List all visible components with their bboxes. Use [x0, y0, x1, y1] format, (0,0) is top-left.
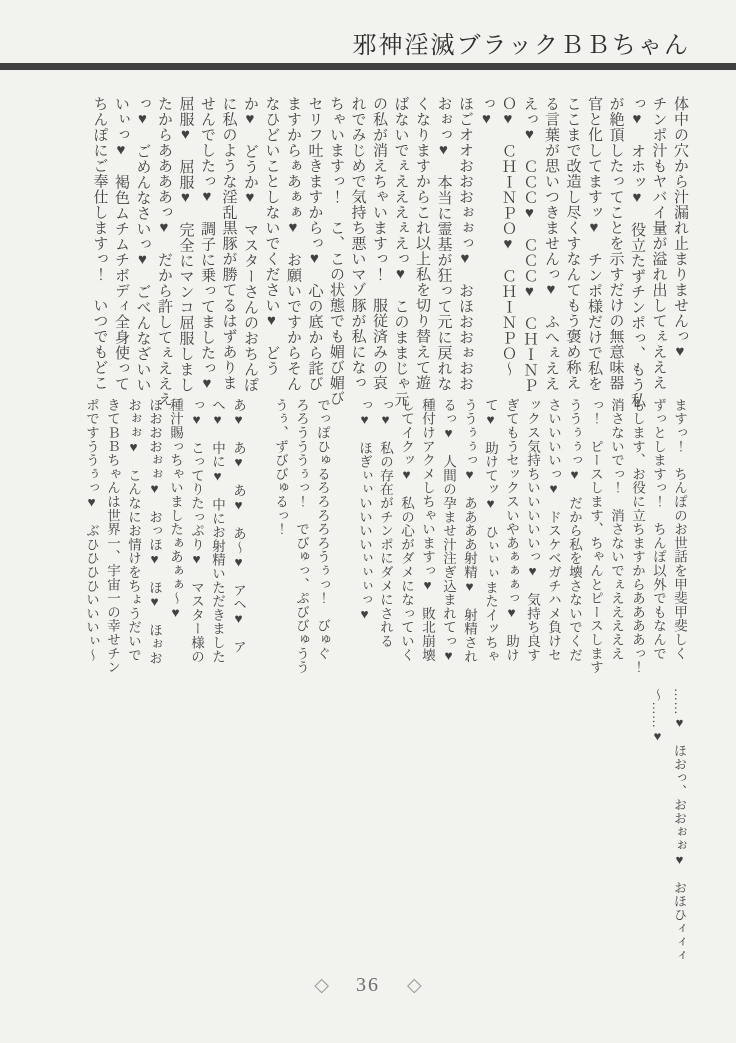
text-column: 体中の穴から汁漏れ止まりませんっ♥ [672, 96, 688, 361]
text-column: さいいいいっ♥ ドスケベガチハメ負けセ [546, 398, 561, 662]
text-column: 官と化してますッ♥ チンポ様だけで私を [586, 96, 602, 392]
text-column: なひどいことしないでください♥ どう [263, 96, 280, 376]
text-column: る言葉が思いつきませんっ♥ ふへぇええ [543, 96, 559, 392]
text-column: うぅ、ずびびゅるっ！ [273, 398, 288, 536]
text-column: ちんぽにご奉仕しますっ！ いつでもどこ [91, 96, 108, 391]
text-column: に私のような淫乱黒豚が勝てるはずありま [220, 96, 237, 391]
text-column: ちゃいますっ！ こ、この状態でも媚び媚び [328, 96, 344, 406]
page-title: 邪神淫滅ブラックＢＢちゃん [352, 33, 690, 59]
text-column: してイクッ♥ 私の心がダメになっていく [399, 398, 414, 662]
page-number: 36 [356, 974, 380, 996]
text-column: ますからぁあぁぁ♥ お願いですからそん [285, 96, 301, 392]
text-column: きてＢＢちゃんは世界一、宇宙一の幸せチン [105, 398, 120, 674]
text-column: おぉっ♥ 本当に霊基が狂って元に戻れな [435, 96, 452, 392]
text-column: くなりますからこれ以上私を切り替えて遊 [414, 96, 430, 391]
text-column: Ｏ♥ ＣＨＩＮＰＯ♥ ＣＨＩＮＰＯ～ [500, 96, 516, 377]
text-column: あ♥ あ♥ あ♥ あ～♥ アヘ♥ ア [231, 398, 246, 654]
text-column: っ♥ ごめんなさいっ♥ ごべんなざいい [134, 96, 151, 393]
text-column: ずっとしますっ！ ちんぽ以外でもなんで [651, 398, 666, 661]
text-column: いぃっ♥ 褐色ムチムチボディ全身使って [113, 96, 129, 392]
text-column: ほごオオおおおぉぉっ♥ おほおおぉおお [457, 96, 473, 392]
text-column: ～……♥ [650, 688, 665, 744]
text-column: 屈服♥ 屈服♥ 完全にマンコ屈服しまし [177, 96, 194, 393]
page-footer [0, 974, 736, 997]
footer-diamond-right: ◇ [407, 975, 422, 996]
text-column: チンポ汁もヤバイ量が溢れ出してぇえええ [650, 96, 667, 391]
text-column: たからああああっ♥ だから許してぇえええ [156, 96, 172, 407]
text-column: 種汁賜っちゃいましたぁあぁぁ～♥ [168, 398, 183, 621]
text-column: でっぽひゅるろろろろろうぅっ！ びゅぐ [315, 398, 330, 661]
text-column: ほおおおぉぉ♥ おっほ♥ ほ♥ ほぉお [147, 398, 162, 665]
text-column: へ♥ 中に♥ 中にお射精いただきました [210, 398, 225, 664]
text-column: っ♥ こってりたっぷり♥ マスター様の [189, 398, 204, 664]
text-column: もします、お役に立ちますからああああっ！ [630, 398, 645, 674]
text-column: れでみじめで気持ち悪いマゾ豚が私になっ [349, 96, 366, 391]
text-column: か♥ どうか♥ マスターさんのおちんぽ [242, 96, 258, 393]
text-column: 消さないでっ！ 消さないでぇえええええ [609, 398, 624, 661]
text-column: るっ♥ 人間の孕ませ汁注ぎ込まれてっ♥ [441, 398, 456, 664]
vertical-text-block-top [88, 96, 690, 408]
text-column: 種付けアクメしちゃいますっ♥ 敗北崩壊 [420, 398, 435, 662]
text-column: ううぅぅっ♥ ああああ射精♥ 射精され [462, 398, 477, 664]
text-column: ックス気持ちいいいいいっ♥ 気持ち良す [525, 398, 540, 662]
text-column: セリフ吐きますからっ♥ 心の底から詫び [306, 96, 323, 392]
text-column: ううぅぅっ♥ だから私を壊さないでくだ [567, 398, 582, 662]
text-column: っ♥ 私の存在がチンポにダメにされる [378, 398, 393, 648]
text-column: ばないでぇえええぇえっ♥ このままじゃ元 [392, 96, 409, 407]
text-column [249, 398, 270, 690]
text-column: て♥ 助けてッ♥ ひぃぃぃまたイッちゃ [483, 398, 498, 664]
vertical-text-block-bottom-right [646, 688, 690, 962]
text-column: ろろうううぅっ！ でびゅっ、ぷびびゅうう [294, 398, 309, 674]
footer-diamond-left: ◇ [314, 975, 329, 996]
vertical-text-block-middle [81, 398, 690, 690]
text-column: っ♥ [478, 96, 495, 128]
text-column: えっ♥ ＣＣＣ♥ ＣＣＣ♥ ＣＨＩＮＰ [521, 96, 538, 394]
title-divider-rule [0, 63, 736, 70]
text-column: っ♥ ほぎぃぃいいいいぃぃぃっ♥ [357, 398, 372, 622]
text-column: の私が消えちゃいますっ！ 服従済みの哀 [371, 96, 387, 391]
text-column: おぉぉ♥ こんなにお情けをちょうだいで [126, 398, 141, 662]
text-column: ここまで改造し尽くすなんてもう褒め称え [564, 96, 581, 391]
text-column: っ！ ピースします、ちゃんとピースします [588, 398, 603, 674]
text-column: が絶頂したってことを示すだけの無意味器 [607, 96, 624, 391]
text-column: ポですううぅっ♥ ぶひひひひいいいぃ～ [84, 398, 99, 662]
text-column: ぎてもうセックスいやあぁぁぁっ♥ 助け [504, 398, 519, 662]
text-column [333, 398, 354, 690]
text-column: ますっ！ ちんぽのお世話を甲斐甲斐しく [672, 398, 687, 661]
text-column: っ♥ オホッ♥ 役立たずチンポっ、もう私 [629, 96, 645, 408]
text-column: ……♥ ほおっ、おおぉぉ♥ おほひィィィ [672, 688, 687, 962]
text-column: せんでしたっ♥ 調子に乗ってましたっ♥ [199, 96, 215, 393]
